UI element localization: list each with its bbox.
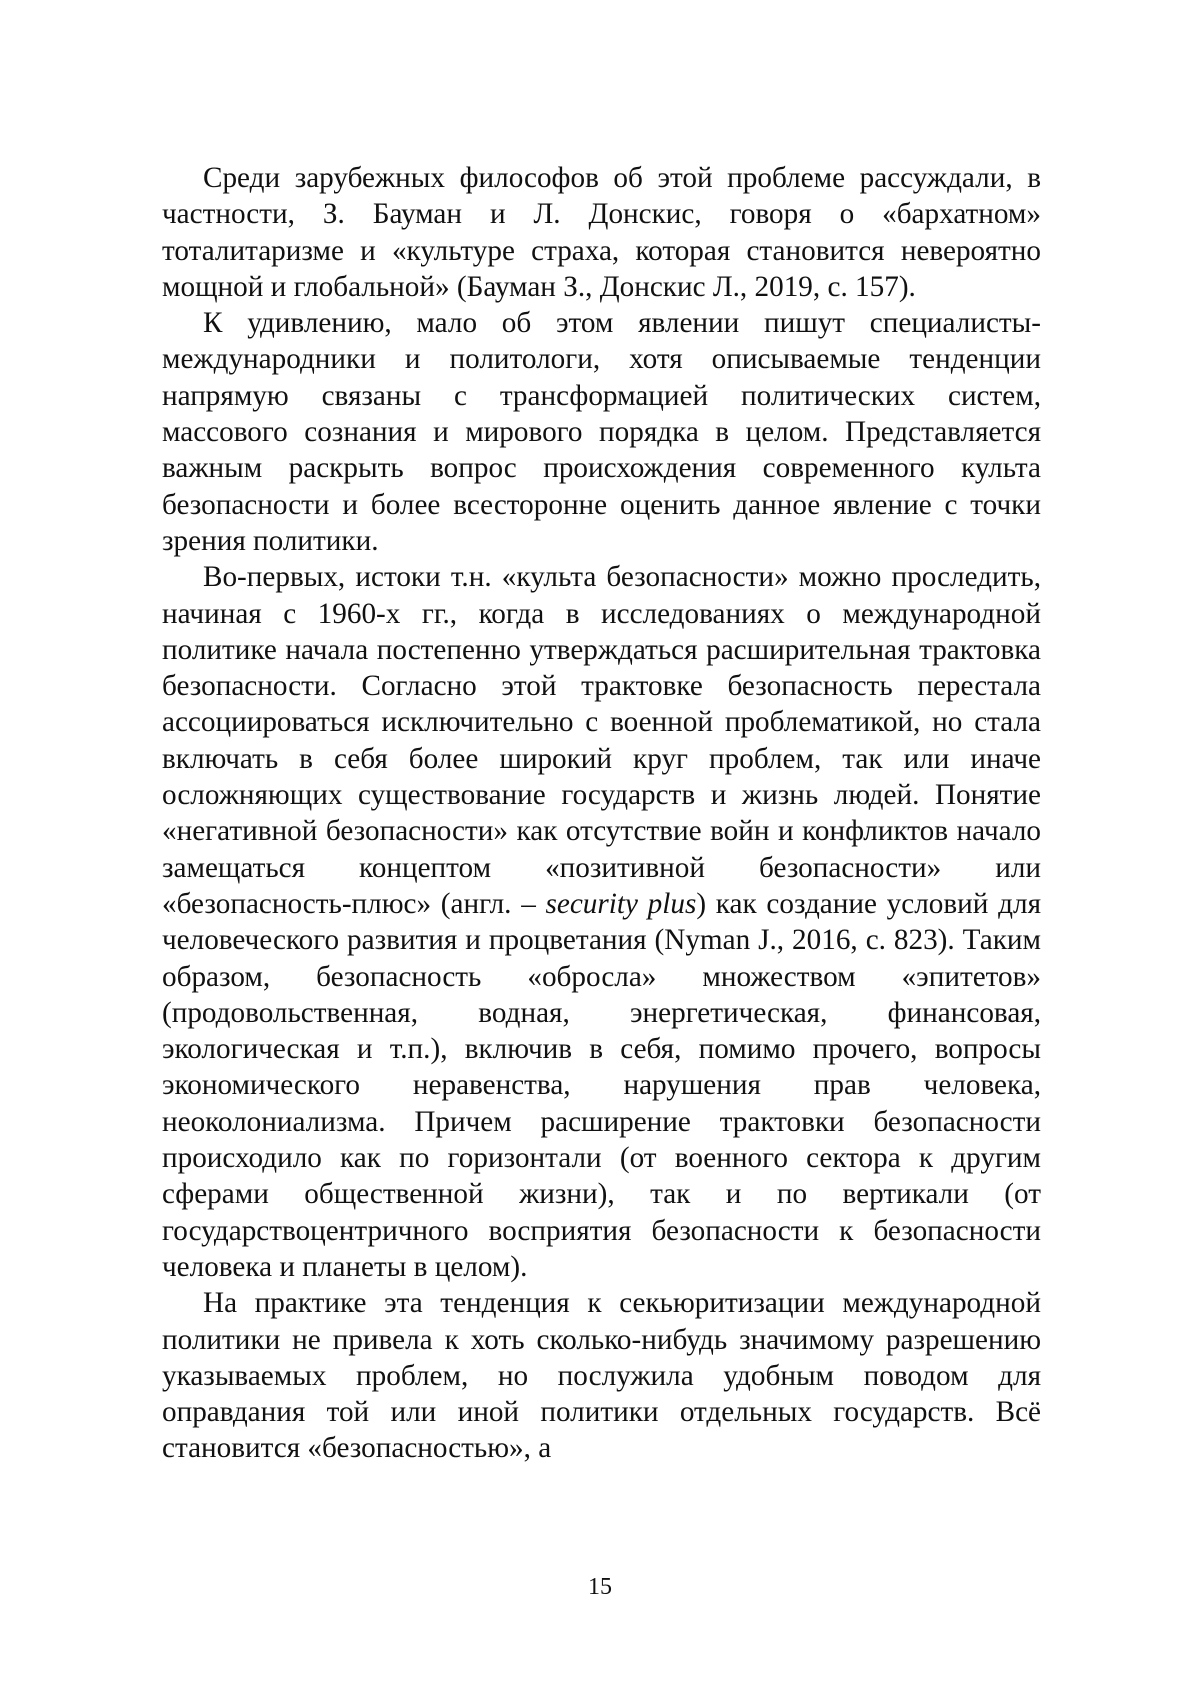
body-text: [162, 160, 1041, 1467]
paragraph-2: К удивлению, мало об этом явлении пишут специалисты-международники и политологи, хотя описываемые тенденции напрямую связаны с трансформацией политических систем, массового сознания и мирового порядка в целом. Представляется важным раскрыть вопрос происхождения современного культа безопасности и более всесторонне оценить данное явление с точки зрения политики.: [162, 307, 1041, 557]
paragraph-4: На практике эта тенденция к секьюритизации международной политики не привела к хоть сколько-нибудь значимому разрешению указываемых проблем, но послужила удобным поводом для оправдания той или иной политики отдельных государств. Всё становится «безопасностью», а: [162, 1287, 1041, 1465]
paragraph-3: Во-первых, истоки т.н. «культа безопасности» можно проследить, начиная с 1960-х гг., когда в исследованиях о международной политике начала постепенно утверждаться расширительная трактовка безопасности. Согласно этой трактовке безопасность перестала ассоциироваться исключительно с военной проблематикой, но стала включать в себя более широкий круг проблем, так или иначе осложняющих существование государств и жизнь людей. Понятие «негативной безопасности» как отсутствие войн и конфликтов начало замещаться концептом «позитивной безопасности» или «безопасность-плюс» (англ. – security plus) как создание условий для человеческого развития и процветания (Nyman J., 2016, с. 823). Таким образом, безопасность «обросла» множеством «эпитетов» (продовольственная, водная, энергетическая, финансовая, экологическая и т.п.), включив в себя, помимо прочего, вопросы экономического неравенства, нарушения прав человека, неоколониализма. Причем расширение трактовки безопасности происходило как по горизонтали (от военного сектора к другим сферами общественной жизни), так и по вертикали (от государствоцентричного восприятия безопасности к безопасности человека и планеты в целом).: [162, 561, 1041, 1283]
page-number: 15: [588, 1574, 612, 1600]
italic-term: security plus: [545, 887, 697, 920]
paragraph-1: Среди зарубежных философов об этой проблеме рассуждали, в частности, З. Бауман и Л. Донскис, говоря о «бархатном» тоталитаризме и «культуре страха, которая становится невероятно мощной и глобальной» (Бауман З., Донскис Л., 2019, с. 157).: [162, 162, 1041, 303]
